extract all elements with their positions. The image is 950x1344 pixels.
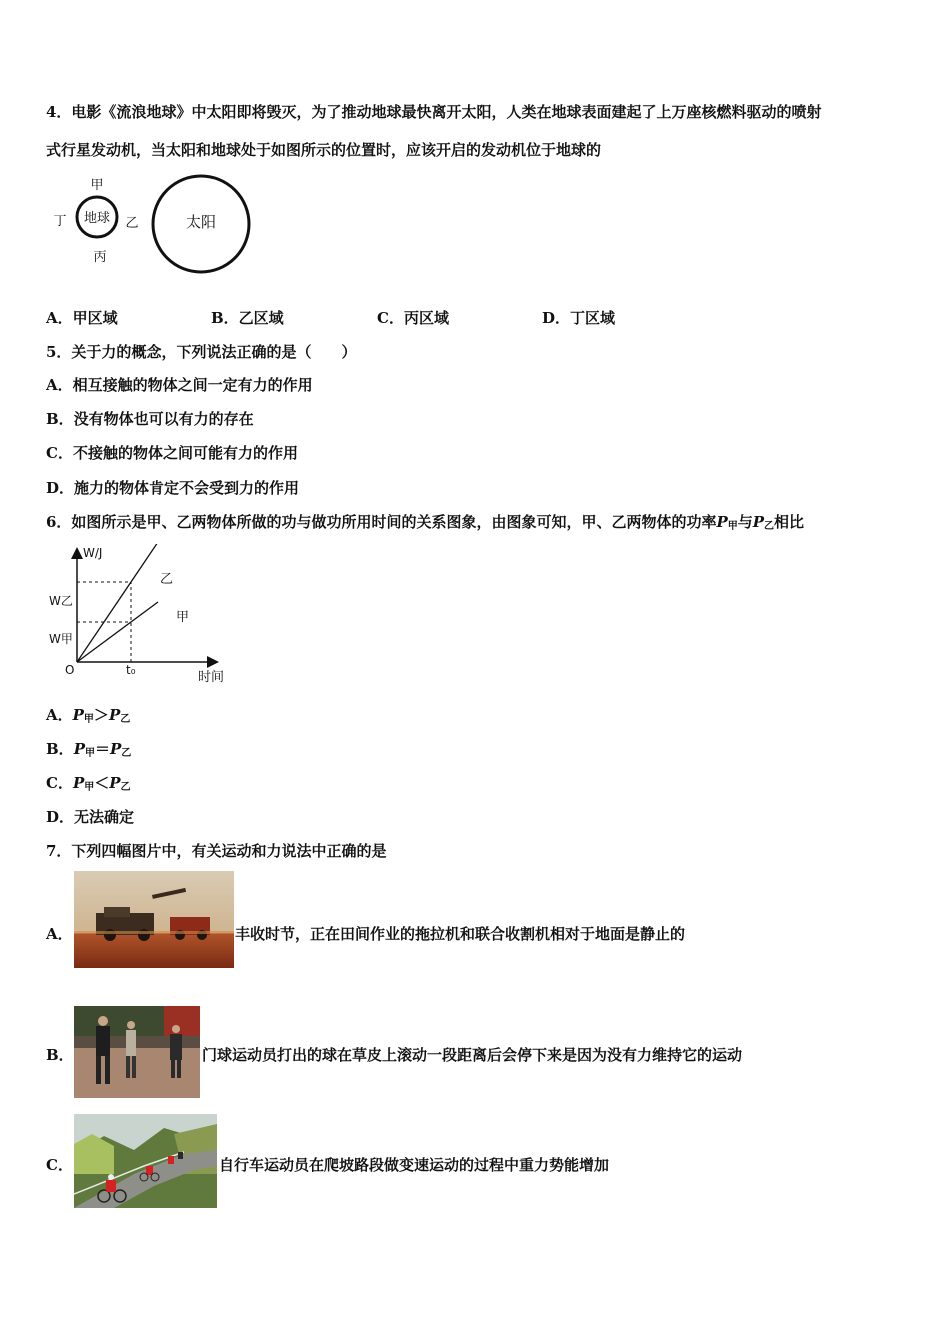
t0-label: t₀ — [126, 663, 136, 677]
q4-stem-line1: 4．电影《流浪地球》中太阳即将毁灭，为了推动地球最快离开太阳，人类在地球表面建起了上万座核燃料驱动的喷射 — [46, 103, 822, 121]
q7-option-c-label: C． — [46, 1156, 73, 1174]
q6-stem-sub-jia: 甲 — [727, 521, 738, 532]
q6-option-a-rel: ＞ — [93, 706, 109, 724]
q7-option-b-label: B． — [46, 1046, 74, 1064]
q6-stem-sub-yi: 乙 — [764, 521, 775, 532]
earth-sun-diagram — [46, 172, 266, 276]
gateball-photo — [74, 1006, 200, 1098]
q5-option-a: A．相互接触的物体之间一定有力的作用 — [46, 376, 313, 394]
q6-option-c-sub2: 乙 — [120, 782, 131, 793]
q6-option-b-rel: ＝ — [94, 740, 110, 758]
cycling-photo — [74, 1114, 217, 1208]
q6-option-a-p1: P — [72, 706, 84, 724]
q7-stem: 7．下列四幅图片中，有关运动和力说法中正确的是 — [46, 842, 387, 860]
q4-option-b: B．乙区域 — [211, 309, 284, 327]
q5-option-b: B．没有物体也可以有力的存在 — [46, 410, 254, 428]
q4-option-a: A．甲区域 — [46, 309, 118, 327]
line-jia-label: 甲 — [176, 610, 190, 625]
q6-stem-text: 6．如图所示是甲、乙两物体所做的功与做功所用时间的关系图象，由图象可知，甲、乙两物体的功率 — [46, 513, 717, 531]
q6-option-c — [46, 773, 131, 798]
q6-option-a-label: A． — [46, 706, 73, 724]
series-line-乙 — [77, 544, 158, 662]
q6-option-b-p2: P — [109, 740, 122, 758]
q6-option-b-label: B． — [46, 740, 74, 758]
q6-option-b — [46, 739, 131, 764]
q6-option-d: D．无法确定 — [46, 808, 135, 826]
q6-option-c-rel: ＜ — [94, 774, 110, 792]
origin-label: O — [65, 663, 75, 677]
q6-option-c-label: C． — [46, 774, 73, 792]
q5-stem: 5．关于力的概念，下列说法正确的是（ ） — [46, 343, 357, 361]
q6-option-b-sub2: 乙 — [121, 748, 132, 759]
label-yi: 乙 — [125, 216, 139, 231]
q6-option-c-p1: P — [72, 774, 85, 792]
q6-option-c-sub1: 甲 — [84, 782, 95, 793]
y-axis-label: W/J — [83, 546, 103, 560]
q7-option-a-label: A． — [46, 925, 73, 943]
q6-stem — [46, 512, 804, 537]
q6-option-a-p2: P — [108, 706, 121, 724]
label-ding: 丁 — [53, 214, 67, 229]
q6-option-c-p2: P — [109, 774, 121, 792]
harvest-photo — [74, 871, 234, 968]
q6-stem-end: 相比 — [774, 513, 805, 531]
q6-option-a — [46, 705, 130, 730]
label-jia: 甲 — [90, 178, 104, 193]
q5-option-c: C．不接触的物体之间可能有力的作用 — [46, 444, 298, 462]
q6-option-b-sub1: 甲 — [84, 748, 95, 759]
q5-option-d: D．施力的物体肯定不会受到力的作用 — [46, 479, 300, 497]
q6-option-a-sub1: 甲 — [83, 714, 94, 725]
series-line-甲 — [77, 602, 158, 662]
line-yi-label: 乙 — [160, 572, 174, 587]
w-jia-label: W甲 — [49, 632, 73, 646]
q7-option-b-text: 门球运动员打出的球在草皮上滚动一段距离后会停下来是因为没有力维持它的运动 — [202, 1046, 743, 1064]
q6-stem-p2: P — [752, 513, 765, 531]
q7-option-c-text: 自行车运动员在爬坡路段做变速运动的过程中重力势能增加 — [219, 1156, 610, 1174]
q6-stem-p1: P — [716, 513, 728, 531]
label-bing: 丙 — [93, 250, 107, 265]
work-time-graph — [46, 544, 236, 690]
q7-option-a-text: 丰收时节，正在田间作业的拖拉机和联合收割机相对于地面是静止的 — [235, 925, 686, 943]
q4-option-d: D．丁区域 — [542, 309, 616, 327]
q6-stem-yu: 与 — [737, 513, 753, 531]
q6-option-a-sub2: 乙 — [120, 714, 131, 725]
sun-label: 太阳 — [185, 213, 217, 231]
earth-label: 地球 — [83, 211, 111, 226]
q6-option-b-p1: P — [73, 740, 85, 758]
w-yi-label: W乙 — [49, 594, 73, 608]
x-axis-label: 时间 — [198, 670, 225, 685]
q4-option-c: C．丙区域 — [377, 309, 449, 327]
q4-stem-line2: 式行星发动机，当太阳和地球处于如图所示的位置时，应该开启的发动机位于地球的 — [46, 141, 602, 159]
